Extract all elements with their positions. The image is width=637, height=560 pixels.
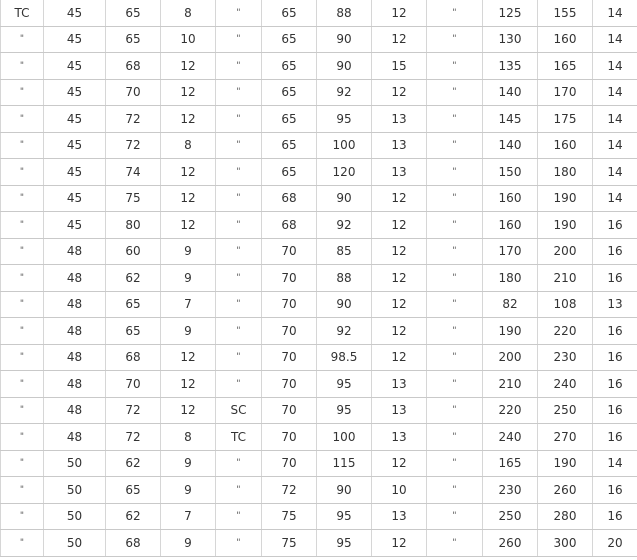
table-cell: " bbox=[1, 530, 44, 557]
table-cell: 72 bbox=[106, 106, 161, 133]
table-cell: 12 bbox=[161, 159, 216, 186]
table-cell: 240 bbox=[483, 424, 538, 451]
table-cell: 12 bbox=[161, 79, 216, 106]
table-cell: 210 bbox=[538, 265, 593, 292]
table-cell: 95 bbox=[317, 503, 372, 530]
table-cell: 190 bbox=[538, 450, 593, 477]
table-cell: " bbox=[1, 53, 44, 80]
table-cell: 12 bbox=[161, 185, 216, 212]
table-cell: 230 bbox=[483, 477, 538, 504]
table-cell: 12 bbox=[372, 79, 427, 106]
table-cell: 72 bbox=[262, 477, 317, 504]
table-cell: 95 bbox=[317, 397, 372, 424]
table-cell: " bbox=[427, 238, 483, 265]
table-cell: 155 bbox=[538, 0, 593, 26]
table-cell: " bbox=[216, 159, 262, 186]
table-cell: " bbox=[427, 26, 483, 53]
table-cell: 45 bbox=[44, 212, 106, 239]
table-cell: 160 bbox=[538, 26, 593, 53]
table-cell: " bbox=[427, 371, 483, 398]
table-cell: 13 bbox=[372, 371, 427, 398]
table-cell: 250 bbox=[538, 397, 593, 424]
table-cell: 13 bbox=[372, 159, 427, 186]
table-cell: 48 bbox=[44, 397, 106, 424]
table-cell: 65 bbox=[106, 318, 161, 345]
table-cell: 13 bbox=[372, 503, 427, 530]
table-cell: 16 bbox=[593, 265, 637, 292]
table-cell: 260 bbox=[538, 477, 593, 504]
table-cell: 16 bbox=[593, 397, 637, 424]
table-cell: 16 bbox=[593, 238, 637, 265]
table-cell: 65 bbox=[106, 477, 161, 504]
table-row bbox=[1, 53, 637, 80]
table-cell: " bbox=[427, 212, 483, 239]
table-cell: 165 bbox=[538, 53, 593, 80]
table-cell: 160 bbox=[483, 212, 538, 239]
table-cell: 220 bbox=[483, 397, 538, 424]
table-cell: 48 bbox=[44, 318, 106, 345]
table-cell: " bbox=[216, 238, 262, 265]
table-cell: 70 bbox=[262, 397, 317, 424]
table-cell: 16 bbox=[593, 371, 637, 398]
table-cell: " bbox=[427, 106, 483, 133]
table-cell: " bbox=[1, 477, 44, 504]
table-row bbox=[1, 185, 637, 212]
table-cell: " bbox=[427, 132, 483, 159]
table-cell: 8 bbox=[161, 132, 216, 159]
table-cell: " bbox=[1, 424, 44, 451]
table-cell: 12 bbox=[161, 53, 216, 80]
table-cell: 48 bbox=[44, 371, 106, 398]
table-cell: 13 bbox=[372, 424, 427, 451]
table-cell: 70 bbox=[262, 424, 317, 451]
table-cell: 50 bbox=[44, 450, 106, 477]
table-cell: " bbox=[216, 318, 262, 345]
table-cell: " bbox=[427, 344, 483, 371]
table-cell: " bbox=[216, 79, 262, 106]
table-cell: 90 bbox=[317, 53, 372, 80]
table-cell: 16 bbox=[593, 318, 637, 345]
table-cell: 88 bbox=[317, 265, 372, 292]
table-cell: 72 bbox=[106, 397, 161, 424]
table-cell: 115 bbox=[317, 450, 372, 477]
table-cell: 62 bbox=[106, 265, 161, 292]
table-cell: 16 bbox=[593, 344, 637, 371]
table-cell: 9 bbox=[161, 318, 216, 345]
table-cell: " bbox=[216, 503, 262, 530]
table-cell: " bbox=[427, 318, 483, 345]
table-cell: 220 bbox=[538, 318, 593, 345]
table-cell: 12 bbox=[372, 212, 427, 239]
table-cell: 12 bbox=[161, 106, 216, 133]
table-cell: 70 bbox=[262, 265, 317, 292]
table-cell: 12 bbox=[372, 265, 427, 292]
table-row bbox=[1, 530, 637, 557]
table-cell: 170 bbox=[538, 79, 593, 106]
table-cell: " bbox=[216, 344, 262, 371]
table-cell: 48 bbox=[44, 291, 106, 318]
table-cell: 92 bbox=[317, 318, 372, 345]
table-cell: 72 bbox=[106, 424, 161, 451]
table-cell: 48 bbox=[44, 344, 106, 371]
table-cell: 20 bbox=[593, 530, 637, 557]
table-cell: " bbox=[216, 26, 262, 53]
table-cell: 74 bbox=[106, 159, 161, 186]
table-cell: " bbox=[216, 530, 262, 557]
table-cell: " bbox=[427, 53, 483, 80]
table-cell: SC bbox=[216, 397, 262, 424]
table-cell: 190 bbox=[483, 318, 538, 345]
table-cell: " bbox=[1, 159, 44, 186]
table-cell: 68 bbox=[262, 212, 317, 239]
table-cell: 45 bbox=[44, 106, 106, 133]
table-cell: 48 bbox=[44, 238, 106, 265]
table-cell: 190 bbox=[538, 212, 593, 239]
table-cell: 70 bbox=[106, 371, 161, 398]
table-row bbox=[1, 79, 637, 106]
table-cell: 45 bbox=[44, 79, 106, 106]
table-cell: " bbox=[427, 397, 483, 424]
table-cell: 12 bbox=[372, 344, 427, 371]
table-row bbox=[1, 503, 637, 530]
table-cell: 10 bbox=[161, 26, 216, 53]
table-cell: 65 bbox=[106, 291, 161, 318]
table-cell: 62 bbox=[106, 503, 161, 530]
table-cell: 120 bbox=[317, 159, 372, 186]
table-cell: 16 bbox=[593, 424, 637, 451]
table-cell: TC bbox=[1, 0, 44, 26]
table-cell: 65 bbox=[262, 0, 317, 26]
table-cell: 8 bbox=[161, 0, 216, 26]
table-cell: 70 bbox=[106, 79, 161, 106]
table-cell: 200 bbox=[538, 238, 593, 265]
table-cell: 210 bbox=[483, 371, 538, 398]
table-row bbox=[1, 212, 637, 239]
table-cell: " bbox=[427, 503, 483, 530]
table-cell: 12 bbox=[372, 291, 427, 318]
table-cell: 45 bbox=[44, 0, 106, 26]
table-cell: " bbox=[216, 132, 262, 159]
table-cell: 175 bbox=[538, 106, 593, 133]
table-cell: 100 bbox=[317, 424, 372, 451]
table-cell: " bbox=[427, 291, 483, 318]
table-cell: 62 bbox=[106, 450, 161, 477]
table-cell: " bbox=[216, 291, 262, 318]
table-row bbox=[1, 397, 637, 424]
table-cell: 100 bbox=[317, 132, 372, 159]
table-cell: 70 bbox=[262, 450, 317, 477]
table-cell: 12 bbox=[372, 26, 427, 53]
table-cell: 90 bbox=[317, 477, 372, 504]
table-cell: 14 bbox=[593, 132, 637, 159]
table-row bbox=[1, 291, 637, 318]
table-cell: " bbox=[1, 79, 44, 106]
table-cell: 90 bbox=[317, 291, 372, 318]
table-cell: 13 bbox=[372, 106, 427, 133]
table-cell: " bbox=[1, 344, 44, 371]
table-cell: 75 bbox=[106, 185, 161, 212]
table-cell: 230 bbox=[538, 344, 593, 371]
table-cell: " bbox=[216, 450, 262, 477]
table-cell: " bbox=[1, 450, 44, 477]
table-cell: " bbox=[1, 132, 44, 159]
table-cell: 12 bbox=[372, 318, 427, 345]
table-cell: 150 bbox=[483, 159, 538, 186]
table-cell: 7 bbox=[161, 291, 216, 318]
table-cell: 14 bbox=[593, 185, 637, 212]
table-cell: 70 bbox=[262, 291, 317, 318]
table-cell: " bbox=[427, 265, 483, 292]
table-cell: 82 bbox=[483, 291, 538, 318]
table-cell: " bbox=[427, 159, 483, 186]
table-cell: 16 bbox=[593, 477, 637, 504]
table-cell: 9 bbox=[161, 450, 216, 477]
table-cell: " bbox=[216, 0, 262, 26]
table-cell: 12 bbox=[372, 238, 427, 265]
table-cell: 160 bbox=[483, 185, 538, 212]
table-cell: 125 bbox=[483, 0, 538, 26]
table-cell: 200 bbox=[483, 344, 538, 371]
table-cell: 90 bbox=[317, 26, 372, 53]
table-cell: 145 bbox=[483, 106, 538, 133]
table-cell: " bbox=[427, 0, 483, 26]
table-cell: 135 bbox=[483, 53, 538, 80]
table-cell: " bbox=[1, 371, 44, 398]
table-cell: 14 bbox=[593, 0, 637, 26]
table-cell: 140 bbox=[483, 79, 538, 106]
table-cell: 65 bbox=[106, 0, 161, 26]
table-cell: 68 bbox=[106, 344, 161, 371]
table-cell: 14 bbox=[593, 106, 637, 133]
table-cell: 95 bbox=[317, 106, 372, 133]
table-cell: 68 bbox=[106, 53, 161, 80]
table-cell: " bbox=[427, 185, 483, 212]
table-cell: 14 bbox=[593, 79, 637, 106]
table-cell: 48 bbox=[44, 424, 106, 451]
table-cell: 12 bbox=[372, 0, 427, 26]
table-cell: 140 bbox=[483, 132, 538, 159]
table-row bbox=[1, 450, 637, 477]
table-cell: 12 bbox=[161, 397, 216, 424]
table-cell: 65 bbox=[262, 106, 317, 133]
table-cell: 45 bbox=[44, 185, 106, 212]
table-cell: 180 bbox=[538, 159, 593, 186]
table-row bbox=[1, 371, 637, 398]
table-cell: 300 bbox=[538, 530, 593, 557]
table-row bbox=[1, 265, 637, 292]
table-cell: 45 bbox=[44, 132, 106, 159]
table-cell: 98.5 bbox=[317, 344, 372, 371]
table-cell: 14 bbox=[593, 26, 637, 53]
table-cell: 280 bbox=[538, 503, 593, 530]
table-cell: 16 bbox=[593, 212, 637, 239]
table-cell: 75 bbox=[262, 503, 317, 530]
table-cell: 70 bbox=[262, 318, 317, 345]
table-cell: " bbox=[1, 238, 44, 265]
table-cell: 85 bbox=[317, 238, 372, 265]
table-cell: " bbox=[216, 106, 262, 133]
table-cell: 12 bbox=[372, 185, 427, 212]
table-cell: 70 bbox=[262, 344, 317, 371]
table-cell: 15 bbox=[372, 53, 427, 80]
table-cell: 108 bbox=[538, 291, 593, 318]
table-row bbox=[1, 26, 637, 53]
table-cell: " bbox=[427, 424, 483, 451]
table-cell: " bbox=[1, 212, 44, 239]
table-row bbox=[1, 238, 637, 265]
table-cell: 45 bbox=[44, 159, 106, 186]
table-cell: " bbox=[1, 318, 44, 345]
table-cell: 65 bbox=[262, 132, 317, 159]
table-cell: 68 bbox=[262, 185, 317, 212]
table-cell: 70 bbox=[262, 238, 317, 265]
table-cell: 65 bbox=[262, 26, 317, 53]
table-cell: 88 bbox=[317, 0, 372, 26]
table-cell: 14 bbox=[593, 53, 637, 80]
table-cell: 13 bbox=[372, 397, 427, 424]
table-cell: 13 bbox=[593, 291, 637, 318]
table-cell: 16 bbox=[593, 503, 637, 530]
table-cell: 72 bbox=[106, 132, 161, 159]
table-cell: 65 bbox=[262, 53, 317, 80]
table-cell: 12 bbox=[372, 530, 427, 557]
table-cell: " bbox=[427, 79, 483, 106]
table-row bbox=[1, 132, 637, 159]
table-cell: " bbox=[1, 291, 44, 318]
table-cell: 12 bbox=[161, 344, 216, 371]
table-cell: " bbox=[427, 477, 483, 504]
table-cell: 14 bbox=[593, 450, 637, 477]
table-cell: 165 bbox=[483, 450, 538, 477]
table-cell: 190 bbox=[538, 185, 593, 212]
table-cell: 65 bbox=[262, 159, 317, 186]
table-cell: 9 bbox=[161, 530, 216, 557]
table-row bbox=[1, 0, 637, 26]
table-cell: " bbox=[216, 53, 262, 80]
table-cell: 50 bbox=[44, 503, 106, 530]
table-cell: " bbox=[216, 265, 262, 292]
table-cell: " bbox=[216, 477, 262, 504]
table-cell: 240 bbox=[538, 371, 593, 398]
table-cell: 130 bbox=[483, 26, 538, 53]
table-cell: " bbox=[1, 503, 44, 530]
table-cell: 180 bbox=[483, 265, 538, 292]
table-cell: 9 bbox=[161, 477, 216, 504]
table-cell: " bbox=[1, 265, 44, 292]
table-row bbox=[1, 159, 637, 186]
table-cell: " bbox=[216, 185, 262, 212]
table-cell: 50 bbox=[44, 530, 106, 557]
table-cell: 60 bbox=[106, 238, 161, 265]
table-cell: 92 bbox=[317, 212, 372, 239]
table-cell: 12 bbox=[161, 371, 216, 398]
table-cell: " bbox=[1, 185, 44, 212]
table-cell: 48 bbox=[44, 265, 106, 292]
table-cell: 12 bbox=[372, 450, 427, 477]
table-cell: " bbox=[216, 212, 262, 239]
table-row bbox=[1, 424, 637, 451]
table-cell: " bbox=[427, 530, 483, 557]
table-cell: 170 bbox=[483, 238, 538, 265]
table-cell: " bbox=[1, 397, 44, 424]
table-body bbox=[1, 0, 637, 556]
table-cell: 90 bbox=[317, 185, 372, 212]
table-cell: 50 bbox=[44, 477, 106, 504]
table-cell: 250 bbox=[483, 503, 538, 530]
table-cell: 70 bbox=[262, 371, 317, 398]
table-cell: 95 bbox=[317, 530, 372, 557]
table-cell: 14 bbox=[593, 159, 637, 186]
table-cell: 45 bbox=[44, 26, 106, 53]
table-cell: 8 bbox=[161, 424, 216, 451]
table-cell: 12 bbox=[161, 212, 216, 239]
table-cell: 13 bbox=[372, 132, 427, 159]
table-cell: 160 bbox=[538, 132, 593, 159]
table-cell: 260 bbox=[483, 530, 538, 557]
table-cell: " bbox=[427, 450, 483, 477]
table-cell: 45 bbox=[44, 53, 106, 80]
table-row bbox=[1, 106, 637, 133]
table-cell: 270 bbox=[538, 424, 593, 451]
table-cell: 92 bbox=[317, 79, 372, 106]
table-cell: 65 bbox=[262, 79, 317, 106]
table-row bbox=[1, 344, 637, 371]
table-cell: " bbox=[1, 26, 44, 53]
table-cell: 75 bbox=[262, 530, 317, 557]
table-row bbox=[1, 318, 637, 345]
table-cell: " bbox=[216, 371, 262, 398]
table-cell: 7 bbox=[161, 503, 216, 530]
table-cell: 65 bbox=[106, 26, 161, 53]
table-row bbox=[1, 477, 637, 504]
table-cell: 95 bbox=[317, 371, 372, 398]
table-cell: 68 bbox=[106, 530, 161, 557]
table-cell: 9 bbox=[161, 238, 216, 265]
table-cell: 9 bbox=[161, 265, 216, 292]
table-cell: TC bbox=[216, 424, 262, 451]
table-cell: 80 bbox=[106, 212, 161, 239]
table-cell: 10 bbox=[372, 477, 427, 504]
table-cell: " bbox=[1, 106, 44, 133]
